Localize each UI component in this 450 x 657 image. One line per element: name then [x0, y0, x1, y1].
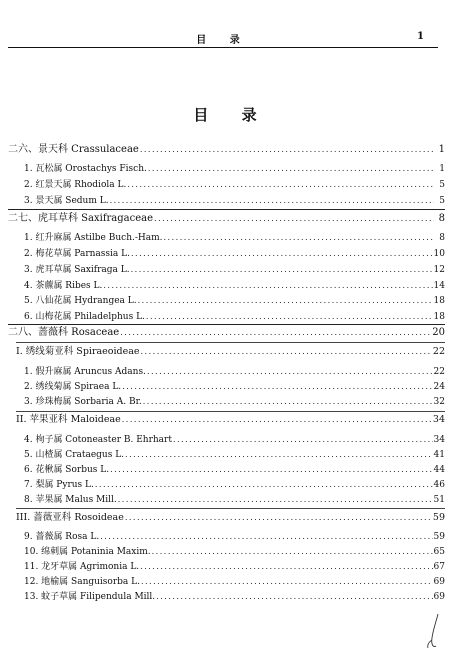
toc-entry-label: 二六、景天科 Crassulaceae	[8, 144, 139, 155]
toc-entry-genus	[24, 530, 445, 544]
toc-entry-page: 51	[433, 495, 445, 505]
toc-entry-label: I. 绣线菊亚科 Spiraeoideae	[16, 346, 140, 357]
dot-leader	[138, 294, 433, 308]
dot-leader	[141, 575, 433, 589]
toc-entry-page: 67	[433, 562, 445, 572]
toc-entry-genus	[24, 575, 445, 589]
toc-entry-genus	[24, 478, 445, 492]
toc-entry-label: 二八、蔷薇科 Rosaceae	[8, 327, 120, 338]
toc-entry-genus	[24, 263, 445, 277]
toc-entry-genus	[24, 545, 445, 559]
dot-leader	[141, 345, 432, 359]
toc-entry-genus	[24, 590, 445, 604]
toc-entry-family	[8, 212, 445, 226]
toc-entry-page: 59	[433, 532, 445, 542]
toc-entry-label: 2. 红景天属 Rhodiola L.	[24, 180, 127, 190]
toc-entry-page: 34	[433, 435, 445, 445]
toc-entry-page: 22	[433, 367, 445, 377]
toc-entry-genus	[24, 279, 445, 293]
toc-entry-genus	[24, 310, 445, 324]
dot-leader	[164, 231, 434, 245]
toc-entry-genus	[24, 365, 445, 379]
pen-mark	[424, 612, 444, 652]
dot-leader	[125, 511, 432, 525]
section-divider	[16, 508, 445, 509]
toc-entry-genus	[24, 433, 445, 447]
dot-leader	[147, 365, 433, 379]
toc-entry-label: 10. 绵刺属 Potaninia Maxim.	[24, 547, 151, 557]
toc-entry-page: 65	[433, 547, 445, 557]
toc-entry-genus	[24, 247, 445, 261]
toc-entry-genus	[24, 560, 445, 574]
toc-entry-label: 6. 花楸属 Sorbus L.	[24, 465, 110, 475]
running-header-page-number: 1	[417, 31, 424, 42]
toc-entry-label: 1. 红升麻属 Astilbe Buch.-Ham.	[24, 233, 163, 243]
toc-entry-label: 3. 景天属 Sedum L.	[24, 196, 109, 206]
toc-entry-label: III. 蔷薇亚科 Rosoideae	[16, 512, 124, 523]
toc-entry-label: 3. 珍珠梅属 Sorbaria A. Br.	[24, 397, 142, 407]
dot-leader	[125, 448, 433, 462]
dot-leader	[122, 380, 432, 394]
toc-entry-family	[8, 143, 445, 157]
toc-entry-label: II. 苹果亚科 Maloideae	[16, 414, 121, 425]
toc-entry-page: 59	[432, 512, 445, 523]
dot-leader	[146, 310, 433, 324]
toc-entry-page: 5	[439, 180, 445, 190]
toc-entry-genus	[24, 162, 445, 176]
dot-leader	[120, 326, 431, 340]
toc-entry-page: 24	[433, 382, 445, 392]
toc-entry-genus	[24, 493, 445, 507]
dot-leader	[173, 433, 433, 447]
toc-entry-page: 34	[432, 414, 445, 425]
toc-entry-page: 20	[432, 327, 445, 338]
toc-entry-page: 8	[439, 233, 445, 243]
section-divider	[8, 209, 445, 210]
toc-entry-page: 46	[433, 480, 445, 490]
dot-leader	[122, 413, 432, 427]
toc-entry-genus	[24, 463, 445, 477]
dot-leader	[131, 263, 433, 277]
dot-leader	[148, 162, 434, 176]
running-header-title: 目 录	[196, 35, 250, 46]
toc-entry-label: 1. 瓦松属 Orostachys Fisch.	[24, 164, 147, 174]
toc-entry-subfamily	[16, 511, 445, 525]
toc-entry-label: 5. 八仙花属 Hydrangea L.	[24, 296, 137, 306]
toc-entry-page: 32	[433, 397, 445, 407]
dot-leader	[103, 279, 432, 293]
page-title: 目 录	[193, 106, 271, 124]
dot-leader	[110, 463, 432, 477]
toc-entry-page: 12	[433, 265, 445, 275]
toc-entry-page: 69	[433, 577, 445, 587]
toc-entry-subfamily	[16, 413, 445, 427]
toc-entry-page: 14	[433, 281, 445, 291]
toc-entry-genus	[24, 395, 445, 409]
toc-entry-genus	[24, 448, 445, 462]
section-divider	[16, 411, 445, 412]
dot-leader	[95, 478, 433, 492]
toc-entry-page: 44	[433, 465, 445, 475]
toc-entry-page: 18	[433, 312, 445, 322]
dot-leader	[140, 143, 434, 157]
toc-entry-label: 9. 蔷薇属 Rosa L.	[24, 532, 100, 542]
toc-entry-label: 2. 梅花草属 Parnassia L.	[24, 249, 130, 259]
toc-entry-label: 4. 茶藨属 Ribes L.	[24, 281, 103, 291]
toc-entry-label: 2. 绣线菊属 Spiraea L.	[24, 382, 122, 392]
toc-entry-page: 1	[438, 144, 445, 155]
toc-entry-label: 6. 山梅花属 Philadelphus L.	[24, 312, 145, 322]
toc-entry-label: 二七、虎耳草科 Saxifragaceae	[8, 213, 154, 224]
toc-entry-genus	[24, 231, 445, 245]
toc-entry-page: 10	[433, 249, 445, 259]
toc-entry-label: 1. 假升麻属 Aruncus Adans.	[24, 367, 146, 377]
section-divider	[8, 324, 445, 325]
toc-entry-page: 5	[439, 196, 445, 206]
dot-leader	[131, 247, 433, 261]
toc-entry-page: 18	[433, 296, 445, 306]
toc-entry-label: 12. 地榆属 Sanguisorba L.	[24, 577, 140, 587]
toc-entry-label: 5. 山楂属 Crataegus L.	[24, 450, 125, 460]
dot-leader	[110, 194, 434, 208]
toc-entry-subfamily	[16, 345, 445, 359]
toc-entry-page: 1	[439, 164, 445, 174]
dot-leader	[154, 212, 434, 226]
toc-entry-family	[8, 326, 445, 340]
toc-entry-label: 13. 蚊子草属 Filipendula Mill.	[24, 592, 156, 602]
section-divider	[16, 342, 445, 343]
toc-entry-genus	[24, 380, 445, 394]
dot-leader	[143, 395, 433, 409]
dot-leader	[152, 545, 433, 559]
toc-entry-label: 4. 栒子属 Cotoneaster B. Ehrhart	[24, 435, 172, 445]
toc-entry-label: 8. 苹果属 Malus Mill.	[24, 495, 117, 505]
toc-entry-genus	[24, 294, 445, 308]
toc-entry-page: 22	[432, 346, 445, 357]
toc-entry-label: 7. 梨属 Pyrus L.	[24, 480, 94, 490]
toc-entry-label: 11. 龙牙草属 Agrimonia L.	[24, 562, 140, 572]
toc-entry-genus	[24, 178, 445, 192]
toc-entry-page: 41	[433, 450, 445, 460]
dot-leader	[118, 493, 433, 507]
dot-leader	[156, 590, 432, 604]
toc-entry-page: 8	[438, 213, 445, 224]
dot-leader	[140, 560, 432, 574]
toc-entry-label: 3. 虎耳草属 Saxifraga L.	[24, 265, 130, 275]
dot-leader	[127, 178, 434, 192]
dot-leader	[100, 530, 432, 544]
toc-entry-page: 69	[433, 592, 445, 602]
toc-entry-genus	[24, 194, 445, 208]
